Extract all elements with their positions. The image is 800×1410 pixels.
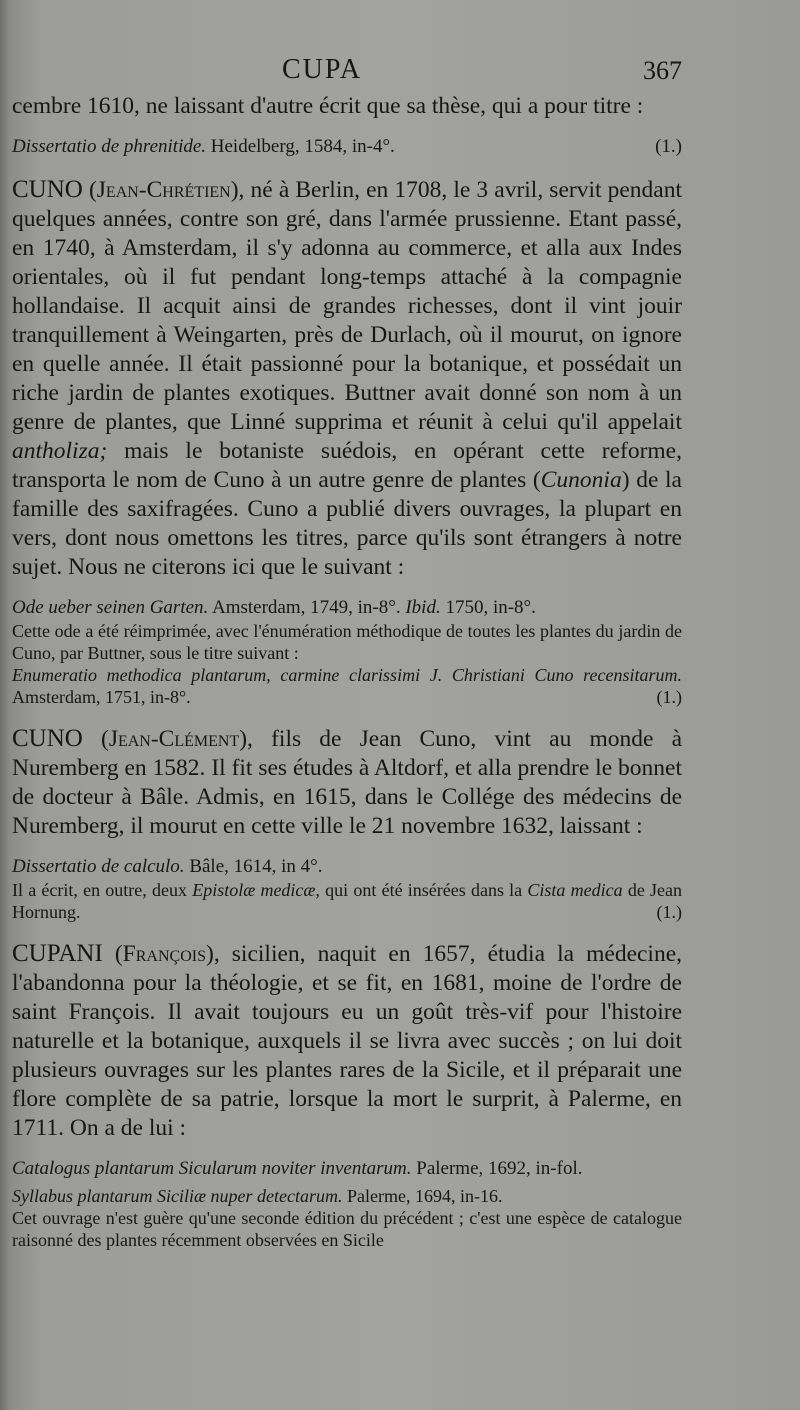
entry-cuno-jean-clement xyxy=(12,724,682,923)
entry3-work2-details: Palerme, 1694, in-16. xyxy=(346,1186,503,1206)
entry-cuno-jean-chretien xyxy=(12,175,682,708)
intro-text: cembre 1610, ne laissant d'autre écrit que sa thèse, qui a pour titre : xyxy=(12,93,644,119)
entry1-forename: (Jean-Chrétien), xyxy=(88,177,245,203)
entry3-work2-title: Syllabus plantarum Siciliæ nuper detectarum. xyxy=(12,1186,343,1206)
entry1-work2 xyxy=(12,664,682,708)
entry1-work1-title: Ode ueber seinen Garten. xyxy=(12,597,209,618)
intro-section xyxy=(12,92,682,159)
intro-note: (1.) xyxy=(655,136,682,157)
intro-citation xyxy=(12,135,682,159)
entry2-remark2: qui ont été insérées dans la xyxy=(325,880,523,900)
intro-work-title: Dissertatio de phrenitide. xyxy=(12,136,207,157)
entry3-work2 xyxy=(12,1185,682,1207)
entry2-forename: (Jean-Clément), xyxy=(101,726,253,752)
entry3-work1 xyxy=(12,1157,682,1181)
entry3-forename: (François), xyxy=(114,941,220,967)
entry1-genus2: Cunonia xyxy=(540,467,622,493)
entry3-text: sicilien, naquit en 1657, étudia la médecine, l'abandonna pour la théologie, et se fit, en 1681, moine de l'ordre de saint François. Il avait toujours eu un goût très-vif pour l'histoire naturelle et la botanique, auxquels il se livra avec succès ; on lui doit plusieurs ouvrages sur les plantes rares de la Sicile, et il préparait une flore complète de sa patrie, lorsque la mort le surprit, à Palerme, en 1711. On a de lui : xyxy=(12,941,683,1141)
entry2-work1-title: Dissertatio de calculo. xyxy=(12,856,185,877)
running-title: CUPA xyxy=(282,54,363,85)
entry1-work2-details: Amsterdam, 1751, in-8°. xyxy=(12,687,191,707)
entry2-remark xyxy=(12,879,682,923)
entry3-remark: Cet ouvrage n'est guère qu'une seconde édition du précédent ; c'est une espèce de catalogue raisonné des plantes récemment observées en Sicile xyxy=(12,1208,682,1250)
entry2-remark3: de Jean Hornung. xyxy=(12,880,683,922)
entry1-genus1: antholiza; xyxy=(12,438,108,464)
intro-work-details: Heidelberg, 1584, in-4°. xyxy=(210,136,395,157)
entry1-note: (1.) xyxy=(656,687,682,707)
entry1-text: né à Berlin, en 1708, le 3 avril, servit pendant quelques années, contre son gré, dans l'armée prussienne. Etant passé, en 1740, à Amsterdam, il s'y adonna au commerce, et alla aux Indes orientales, où il fut pendant long-temps attaché à la compagnie hollandaise. Il acquit ainsi de grandes richesses, dont il vint jouir tranquillement à Weingarten, près de Durlach, où il mourut, on ignore en quelle année. Il était passionné pour la botanique, et possédait un riche jardin de plantes exotiques. Buttner avait donné son nom à un genre de plantes, que Linné supprima et réunit à celui qu'il appelait xyxy=(12,177,683,435)
entry2-work1 xyxy=(12,855,682,879)
entry1-work1 xyxy=(12,596,682,620)
entry-cupani-francois xyxy=(12,939,682,1251)
entry3-work1-title: Catalogus plantarum Sicularum noviter inventarum. xyxy=(12,1158,412,1179)
running-head xyxy=(12,52,682,92)
entry2-note: (1.) xyxy=(656,902,682,922)
entry1-body xyxy=(12,175,682,582)
entry1-remark: Cette ode a été réimprimée, avec l'énumération méthodique de toutes les plantes du jardin de Cuno, par Buttner, sous le titre suivant : xyxy=(12,621,682,663)
entry1-work1-ibid-details: 1750, in-8°. xyxy=(445,597,536,618)
entry2-remark1: Il a écrit, en outre, deux xyxy=(12,880,187,900)
entry3-body xyxy=(12,939,682,1143)
entry2-remark-italic2: Cista medica xyxy=(527,880,623,900)
page-number: 367 xyxy=(643,56,682,85)
entry1-text2: mais le botaniste suédois, en opérant cette reforme, transporta le nom de Cuno à un autre genre de plantes ( xyxy=(12,438,682,493)
entry3-surname: CUPANI xyxy=(12,940,103,967)
entry1-work2-title: Enumeratio methodica plantarum, carmine clarissimi J. Christiani Cuno recensitarum. xyxy=(12,665,682,685)
entry1-work1-ibid: Ibid. xyxy=(405,597,441,618)
entry1-work1-details: Amsterdam, 1749, in-8°. xyxy=(211,597,401,618)
entry2-work1-details: Bâle, 1614, in 4°. xyxy=(189,856,323,877)
entry2-remark-italic: Epistolæ medicæ, xyxy=(192,880,320,900)
entry1-text3: ) de la famille des saxifragées. Cuno a publié divers ouvrages, la plupart en vers, dont nous omettons les titres, parce qu'ils sont étrangers à notre sujet. Nous ne citerons ici que le suivant : xyxy=(12,467,682,580)
entry3-work1-details: Palerme, 1692, in-fol. xyxy=(416,1158,583,1179)
entry1-surname: CUNO xyxy=(12,176,83,203)
entry2-body xyxy=(12,724,682,841)
entry2-text: fils de Jean Cuno, vint au monde à Nuremberg en 1582. Il fit ses études à Altdorf, et alla prendre le bonnet de docteur à Bâle. Admis, en 1615, dans le Collége des médecins de Nuremberg, il mourut en cette ville le 21 novembre 1632, laissant : xyxy=(12,726,683,839)
entry2-surname: CUNO xyxy=(12,725,83,752)
